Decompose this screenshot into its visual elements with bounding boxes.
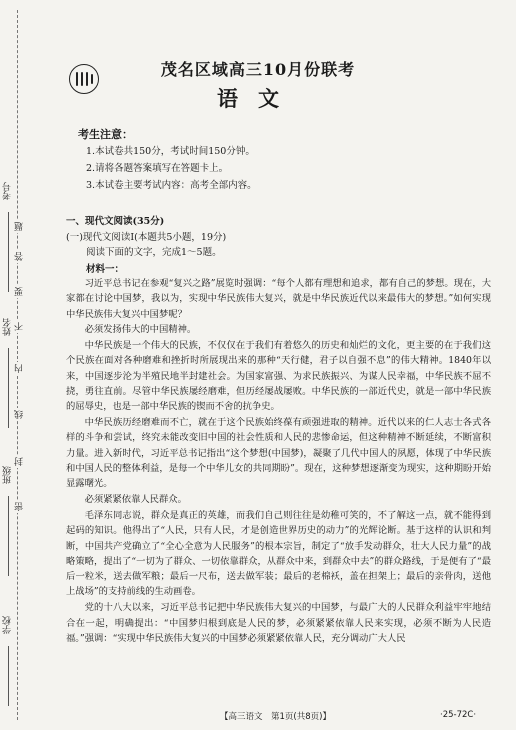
exam-no-line xyxy=(8,212,9,292)
paragraph: 中华民族历经磨难而不亡，就在于这个民族始终葆有顽强进取的精神。近代以来的仁人志士各式各样的斗争和尝试，终究未能改变旧中国的社会性质和人民的悲惨命运，但这种精神不断延续，不断富积力量。进入新时代，习近平总书记指出“这个梦想(中国梦)，凝聚了几代中国人的夙愿，体现了中华民族和中国人民的整体利益，是每一个中华儿女的共同期盼”。现在，这种梦想逐渐变为现实，这种期盼开始显露曙光。 xyxy=(66,417,491,490)
seal-word: 线 xyxy=(15,410,25,419)
school-line xyxy=(8,646,9,706)
notice-item: 2.请将各题答案填写在答题卡上。 xyxy=(86,163,229,174)
school-label: 学校 xyxy=(3,616,13,634)
class-line xyxy=(8,496,9,576)
paragraph: 中华民族是一个伟大的民族，不仅仅在于我们有着悠久的历史和灿烂的文化，更主要的在于我们这个民族在面对各种磨难和挫折时所展现出来的那种“天行健，君子以自强不息”的伟大精神。1840年以来，中国逐步沦为半殖民地半封建社会。为国家富强、为求民族振兴、为谋人民幸福，中华民族不屈不挠，勇往直前。尽管中华民族屡经磨难，但历经屡战屡败。中华民族的一部近代史，就是一部中华民族的屈辱史，也是一部中华民族的锲而不舍的抗争史。 xyxy=(66,340,491,413)
section-heading: 一、现代文阅读(35分) xyxy=(66,216,165,227)
notice-item: 1.本试卷共150分，考试时间150分钟。 xyxy=(86,146,255,157)
notice-list xyxy=(86,143,257,194)
notice-heading: 考生注意： xyxy=(78,128,133,141)
seal-word: 要 xyxy=(15,287,25,296)
class-label: 班级 xyxy=(3,466,13,484)
notice-item: 3.本试卷主要考试内容：高考全部内容。 xyxy=(86,180,257,191)
reading-instruction: 阅读下面的文字，完成1～5题。 xyxy=(86,247,222,258)
seal-word: 密 xyxy=(15,502,25,511)
footer-page-info: 【高三语文 第1页(共8页)】 xyxy=(220,712,331,722)
subsection-heading: (一)现代文阅读Ⅰ(本题共5小题，19分) xyxy=(66,232,227,243)
seal-word: 题 xyxy=(15,222,25,231)
seal-word: 答 xyxy=(15,252,25,261)
footer-code: ·25-72C· xyxy=(440,710,477,720)
exam-no-label: 考号 xyxy=(3,182,13,200)
paragraph: 习近平总书记在参观“复兴之路”展览时强调：“每个人都有理想和追求，都有自己的梦想。现在，大家都在讨论中国梦，我以为，实现中华民族伟大复兴，就是中华民族近代以来最伟大的梦想。”如何实现中华民族伟大复兴中国梦呢？ xyxy=(66,278,491,320)
seal-word: 内 xyxy=(15,364,25,373)
material-label: 材料一： xyxy=(86,264,125,275)
page-footer xyxy=(0,710,516,724)
paragraph: 党的十八大以来，习近平总书记把中华民族伟大复兴的中国梦，与最广大的人民群众利益牢牢地结合在一起，明确提出：“中国梦归根到底是人民的梦，必须紧紧依靠人民来实现，必须不断为人民造福。”强调：“实现中华民族伟大复兴的中国梦必须紧紧依靠人民，充分调动广大人民 xyxy=(66,602,491,644)
paragraph: 必须紧紧依靠人民群众。 xyxy=(84,494,187,506)
name-label: 姓名 xyxy=(3,318,13,336)
seal-word: 不 xyxy=(15,322,25,331)
paragraph: 必须发扬伟大的中国精神。 xyxy=(84,324,197,336)
seal-word: 封 xyxy=(15,457,25,466)
passage-body xyxy=(66,276,491,647)
exam-title: 茂名区域高三10月份联考 xyxy=(160,60,356,79)
paragraph: 毛泽东同志说，群众是真正的英雄，而我们自己则往往是幼稚可笑的，不了解这一点，就不能得到起码的知识。他得出了“人民，只有人民，才是创造世界历史的动力”的光辉论断。基于这样的认识和判断，中国共产党确立了“全心全意为人民服务”的根本宗旨，制定了“放手发动群众，壮大人民力量”的战略策略，提出了“一切为了群众、一切依靠群众，从群众中来，到群众中去”的群众路线，于是便有了“最后一粒米，送去做军粮；最后一尺布，送去做军装；最后的老棉袄，盖在担架上；最后的亲骨肉，送他上战场”的支持前线的生动画卷。 xyxy=(66,509,491,598)
subject-title: 语文 xyxy=(217,86,299,111)
name-line xyxy=(8,348,9,428)
